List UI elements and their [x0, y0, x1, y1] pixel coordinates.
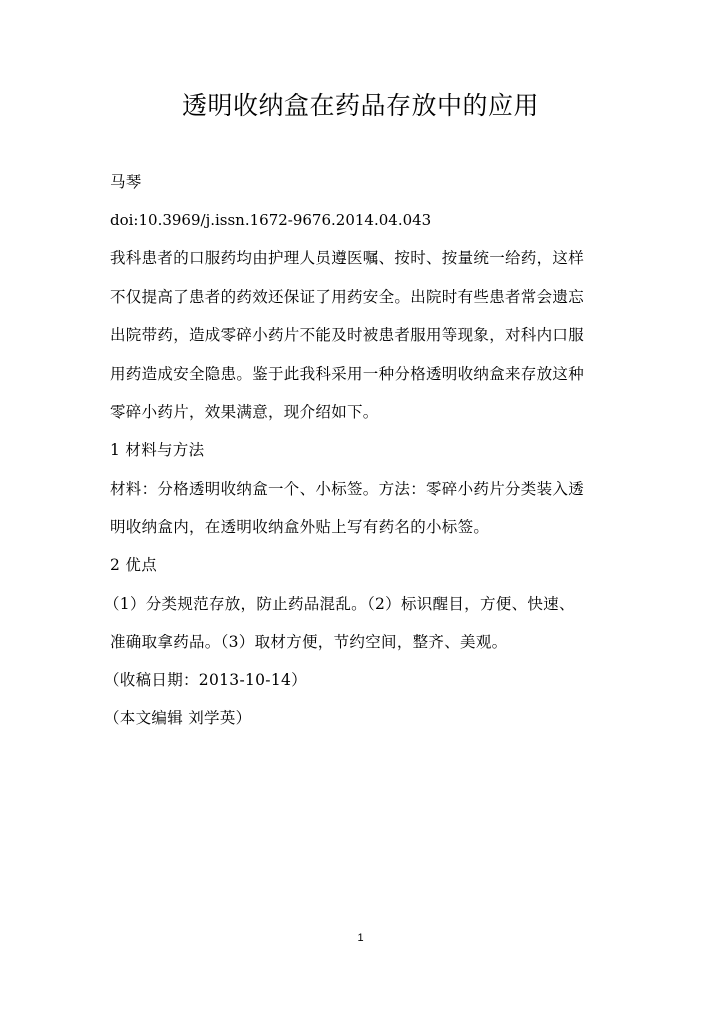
doi: doi:10.3969/j.issn.1672-9676.2014.04.043	[110, 211, 432, 229]
section-body-line: （1）分类规范存放，防止药品混乱。（2）标识醒目，方便、快速、	[104, 595, 575, 613]
section-body-line: 明收纳盒内，在透明收纳盒外贴上写有药名的小标签。	[110, 518, 490, 536]
section-body-line: 准确取拿药品。（3）取材方便，节约空间，整齐、美观。	[110, 633, 508, 651]
section-heading-advantages: 2 优点	[110, 556, 157, 574]
section-body-line: 材料：分格透明收纳盒一个、小标签。方法：零碎小药片分类装入透	[110, 480, 585, 498]
intro-line: 用药造成安全隐患。鉴于此我科采用一种分格透明收纳盒来存放这种	[110, 365, 585, 383]
intro-line: 零碎小药片，效果满意，现介绍如下。	[110, 403, 379, 421]
paper-title: 透明收纳盒在药品存放中的应用	[181, 91, 539, 120]
intro-line: 出院带药，造成零碎小药片不能及时被患者服用等现象，对科内口服	[110, 326, 585, 344]
author: 马琴	[110, 173, 142, 191]
section-heading-materials-methods: 1 材料与方法	[110, 441, 205, 459]
intro-line: 不仅提高了患者的药效还保证了用药安全。出院时有些患者常会遗忘	[110, 288, 585, 306]
received-date: （收稿日期：2013-10-14）	[104, 671, 307, 689]
editor-note: （本文编辑 刘学英）	[104, 709, 252, 727]
page-number: 1	[357, 932, 364, 944]
intro-line: 我科患者的口服药均由护理人员遵医嘱、按时、按量统一给药，这样	[110, 249, 585, 267]
